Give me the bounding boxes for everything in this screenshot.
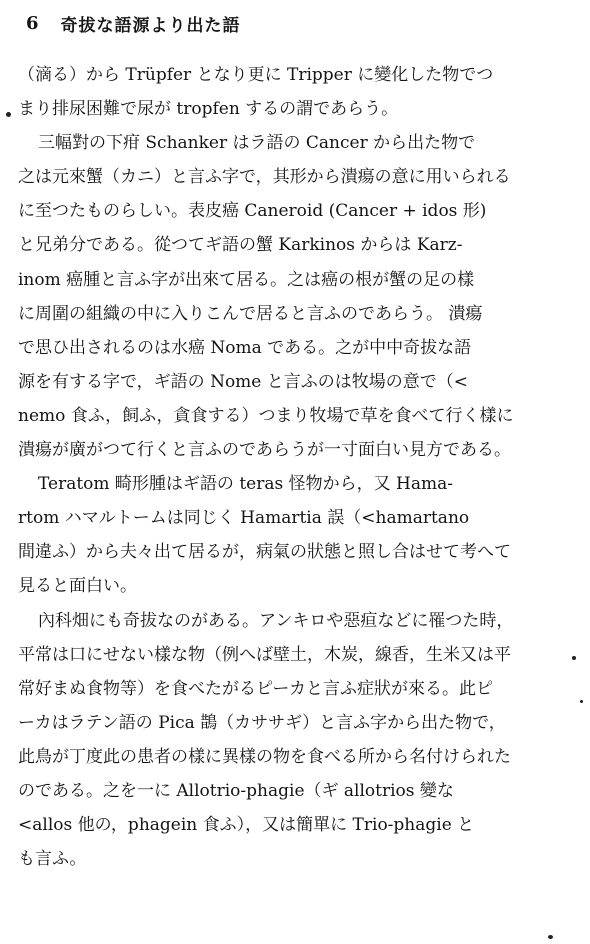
text-line: 常好まぬ食物等）を食べたがるピーカと言ふ症狀が來る。此ピ xyxy=(18,678,493,699)
scan-speck xyxy=(572,656,576,660)
text-line: も言ふ。 xyxy=(18,849,87,870)
scan-speck xyxy=(6,112,11,117)
page-header xyxy=(26,8,241,38)
text-line: 見ると面白い。 xyxy=(18,576,137,597)
text-line: rtom ハマルトームは同じく Hamartia 誤（<hamartano xyxy=(18,508,470,529)
text-line: （滴る）から Trüpfer となり更に Tripper に變化した物でつ xyxy=(18,65,494,85)
text-line: 間違ふ）から夫々出て居るが，病氣の狀態と照し合はせて考へて xyxy=(18,542,511,563)
text-line: 潰瘍が廣がつて行くと言ふのであらうが一寸面白い見方である。 xyxy=(18,440,511,461)
text-line: のである。之を一に Allotrio-phagie（ギ allotrios 變な xyxy=(18,780,454,801)
text-line: 三幅對の下疳 Schanker はラ語の Cancer から出た物で xyxy=(38,133,476,154)
text-line: に周圍の組織の中に入りこんで居ると言ふのであらう。 潰瘍 xyxy=(18,303,483,324)
scan-speck xyxy=(548,935,553,939)
text-line: nemo 食ふ，飼ふ，貪食する）つまり牧場で草を食べて行く樣に xyxy=(18,405,514,426)
text-line: 源を有する字で，ギ語の Nome と言ふのは牧場の意で（< xyxy=(18,371,469,392)
text-line: まり排尿困難で尿が tropfen するの謂であらう。 xyxy=(18,99,399,120)
page-number: 6 xyxy=(26,12,39,34)
text-line: に至つたものらしい。表皮癌 Caneroid (Cancer + idos 形) xyxy=(18,201,487,222)
running-title: 奇拔な語源より出た語 xyxy=(60,15,241,36)
scan-speck xyxy=(580,700,583,703)
text-line: 之は元來蟹（カニ）と言ふ字で，其形から潰瘍の意に用いられる xyxy=(18,167,511,188)
text-line: ーカはラテン語の Pica 鵲（カササギ）と言ふ字から出た物で， xyxy=(18,712,506,733)
text-line: 此鳥が丁度此の患者の樣に異樣の物を食べる所から名付けられた xyxy=(18,746,511,767)
text-line: <allos 他の，phagein 食ふ），又は簡單に Trio-phagie と xyxy=(18,815,475,836)
text-line: Teratom 畸形腫はギ語の teras 怪物から，又 Hama- xyxy=(38,474,453,495)
text-line: inom 癌腫と言ふ字が出來て居る。之は癌の根が蟹の足の樣 xyxy=(18,269,475,290)
body-text xyxy=(18,58,566,876)
text-line: で思ひ出されるのは水癌 Noma である。之が中中奇拔な語 xyxy=(18,337,472,358)
text-line: 平常は口にせない樣な物（例へば壁土，木炭，線香，生米又は平 xyxy=(18,644,511,665)
text-line: と兄弟分である。從つてギ語の蟹 Karkinos からは Karz- xyxy=(18,235,463,256)
text-line: 內科畑にも奇拔なのがある。アンキロや惡疸などに罹つた時， xyxy=(38,610,514,631)
